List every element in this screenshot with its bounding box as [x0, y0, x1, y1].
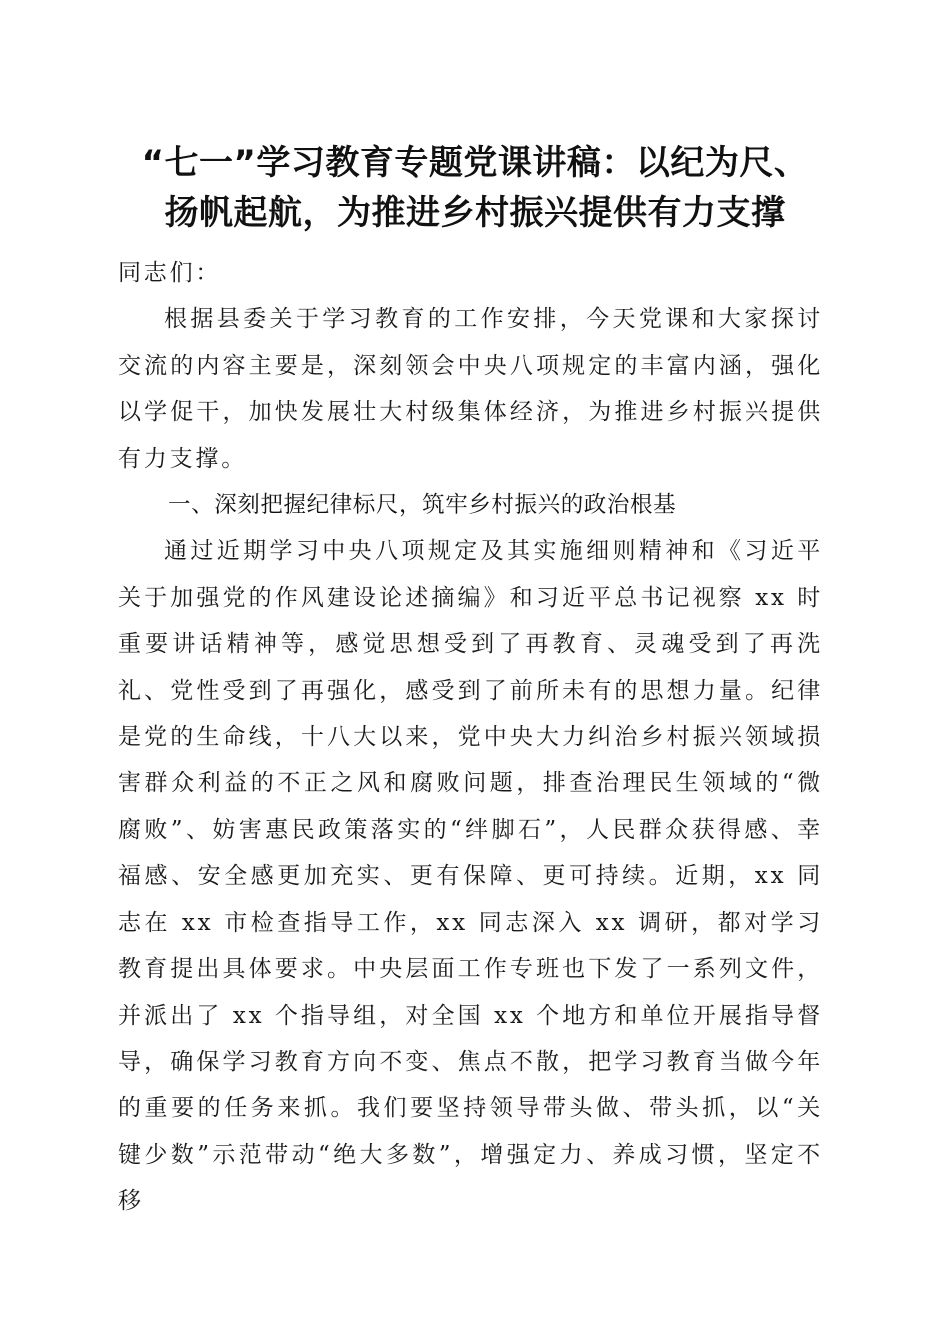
section-heading-1: 一、深刻把握纪律标尺，筑牢乡村振兴的政治根基	[168, 492, 677, 519]
salutation: 同志们：	[118, 260, 222, 286]
title-line-1: “七一”学习教育专题党课讲稿：以纪为尺、	[141, 143, 809, 183]
intro-paragraph: 根据县委关于学习教育的工作安排，今天党课和大家探讨交流的内容主要是，深刻领会中央八项规定的丰富内涵，强化以学促干，加快发展壮大村级集体经济，为推进乡村振兴提供有力支撑。	[118, 306, 823, 472]
document-body	[118, 250, 823, 1225]
document-title	[110, 138, 840, 238]
section-1-paragraph: 通过近期学习中央八项规定及其实施细则精神和《习近平关于加强党的作风建设论述摘编》和习近平总书记视察 xx 时重要讲话精神等，感觉思想受到了再教育、灵魂受到了再洗礼、党性受到了再强化，感受到了前所未有的思想力量。纪律是党的生命线，十八大以来，党中央大力纠治乡村振兴领域损害群众利益的不正之风和腐败问题，排查治理民生领域的“微腐败”、妨害惠民政策落实的“绊脚石”，人民群众获得感、幸福感、安全感更加充实、更有保障、更可持续。近期，xx 同志在 xx 市检查指导工作，xx 同志深入 xx 调研，都对学习教育提出具体要求。中央层面工作专班也下发了一系列文件，并派出了 xx 个指导组，对全国 xx 个地方和单位开展指导督导，确保学习教育方向不变、焦点不散，把学习教育当做今年的重要的任务来抓。我们要坚持领导带头做、带头抓，以“关键少数”示范带动“绝大多数”，增强定力、养成习惯，坚定不移	[118, 538, 823, 1215]
title-line-2: 扬帆起航，为推进乡村振兴提供有力支撑	[164, 193, 786, 233]
